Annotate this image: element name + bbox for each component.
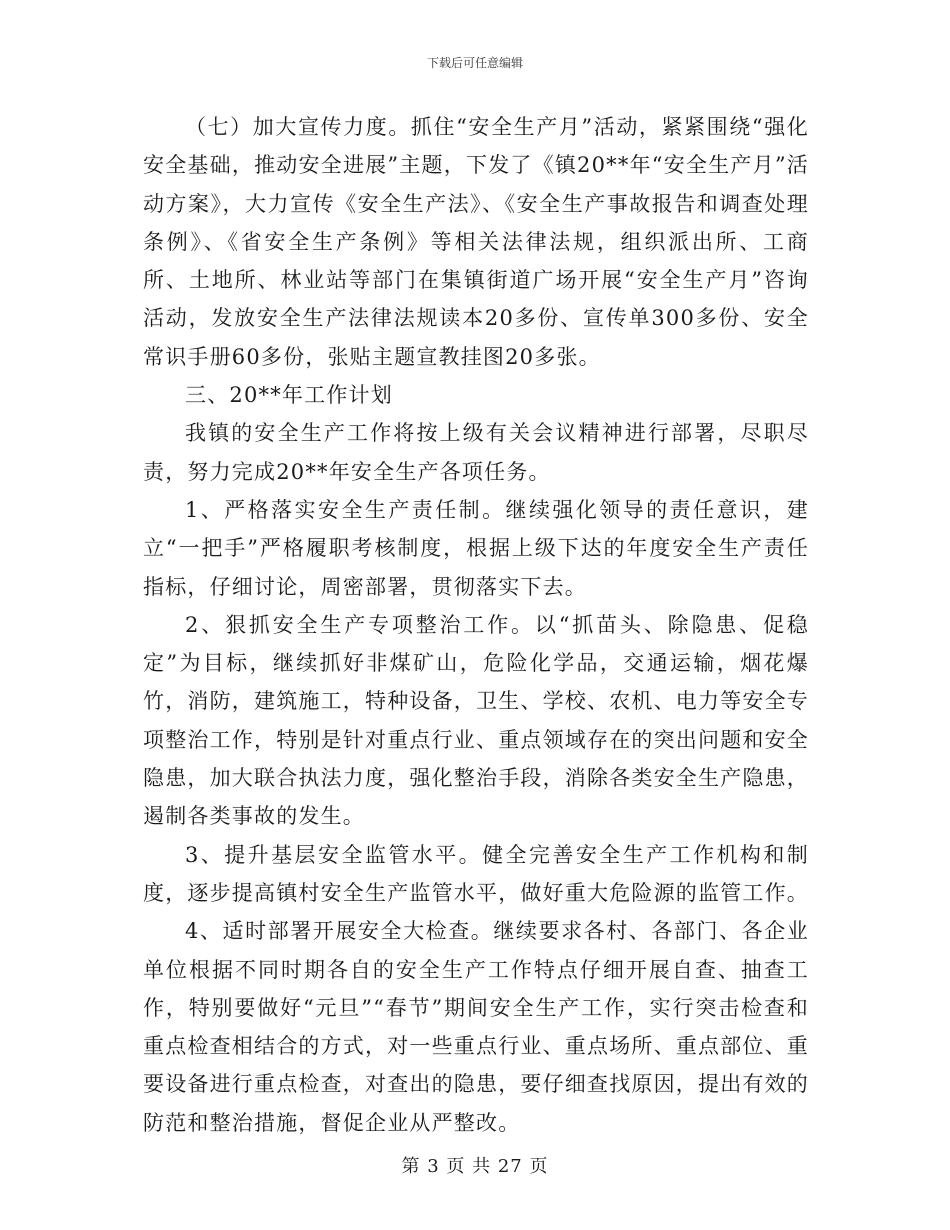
section-heading-work-plan: 三、20**年工作计划 <box>185 383 393 408</box>
paragraph-plan-item-4: 4、适时部署开展安全大检查。继续要求各村、各部门、各企业单位根据不同时期各自的安全生产工作特点仔细开展自查、抽查工作，特别要做好“元旦”“春节”期间安全生产工作，实行突击检查和重点检查相结合的方式，对一些重点行业、重点场所、重点部位、重要设备进行重点检查，对查出的隐患，要仔细查找原因，提出有效的防范和整治措施，督促企业从严整改。 <box>143 919 809 1135</box>
document-body <box>143 108 809 1142</box>
paragraph-plan-item-3: 3、提升基层安全监管水平。健全完善安全生产工作机构和制度，逐步提高镇村安全生产监管水平，做好重大危险源的监管工作。 <box>143 842 809 905</box>
paragraph-plan-item-1: 1、严格落实安全生产责任制。继续强化领导的责任意识，建立“一把手”严格履职考核制度，根据上级下达的年度安全生产责任指标，仔细讨论，周密部署，贯彻落实下去。 <box>143 497 809 599</box>
paragraph-publicity: （七）加大宣传力度。抓住“安全生产月”活动，紧紧围绕“强化安全基础，推动安全进展”主题，下发了《镇20**年“安全生产月”活动方案》，大力宣传《安全生产法》、《安全生产事故报告和调查处理条例》、《省安全生产条例》等相关法律法规，组织派出所、工商所、土地所、林业站等部门在集镇街道广场开展“安全生产月”咨询活动，发放安全生产法律法规读本20多份、宣传单300多份、安全常识手册60多份，张贴主题宣教挂图20多张。 <box>143 115 809 369</box>
header-edit-note: 下载后可任意编辑 <box>426 56 523 70</box>
paragraph-plan-intro: 我镇的安全生产工作将按上级有关会议精神进行部署，尽职尽责，努力完成20**年安全生产各项任务。 <box>143 421 809 484</box>
page-number-footer: 第 3 页 共 27 页 <box>401 1156 549 1177</box>
paragraph-plan-item-2: 2、狠抓安全生产专项整治工作。以“抓苗头、除隐患、促稳定”为目标，继续抓好非煤矿山，危险化学品，交通运输，烟花爆竹，消防，建筑施工，特种设备，卫生、学校、农机、电力等安全专项整治工作，特别是针对重点行业、重点领域存在的突出问题和安全隐患，加大联合执法力度，强化整治手段，消除各类安全生产隐患，遏制各类事故的发生。 <box>143 612 809 829</box>
